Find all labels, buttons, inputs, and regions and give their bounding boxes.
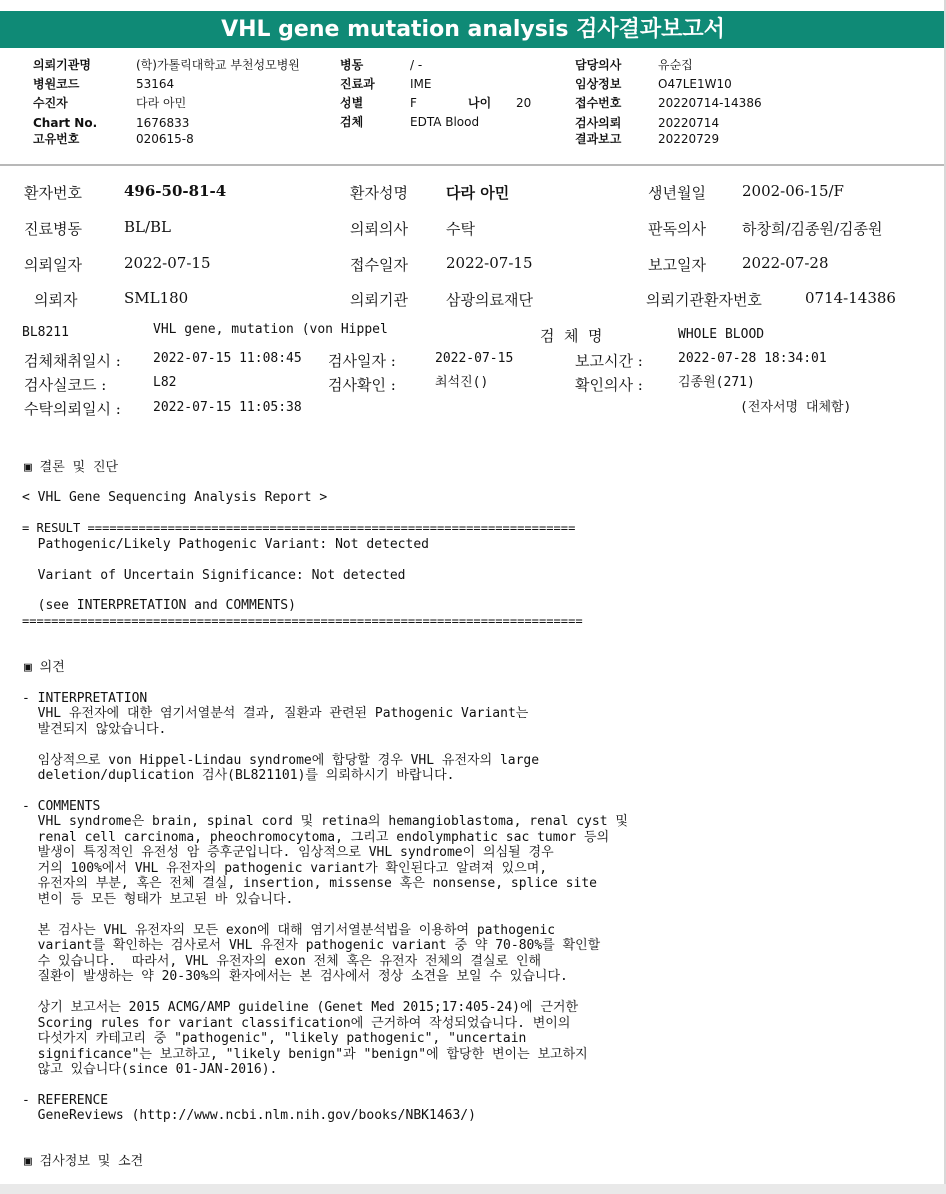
birthdate-label: 생년월일	[648, 184, 706, 202]
interpretation-line: VHL 유전자에 대한 염기서열분석 결과, 질환과 관련된 Pathogenic Variant는	[22, 706, 529, 721]
header-label: 성별	[340, 96, 364, 110]
header-value: IME	[410, 77, 432, 91]
lab-code-label: 검사실코드 :	[24, 376, 107, 394]
header-label: 진료과	[340, 77, 375, 91]
comments-line: 본 검사는 VHL 유전자의 모든 exon에 대해 염기서열분석법을 이용하여 pathogenic	[22, 922, 556, 938]
header-col2	[340, 56, 531, 132]
header-label: 담당의사	[575, 58, 622, 72]
test-code: BL8211	[22, 325, 69, 340]
header-label: 의뢰기관명	[33, 58, 91, 72]
requester-value: SML180	[124, 289, 189, 307]
org-patient-no-label: 의뢰기관환자번호	[646, 291, 762, 309]
header-value: 다라 아민	[136, 96, 187, 110]
reading-doctor-label: 판독의사	[648, 220, 706, 238]
comments-line: 변이 등 모든 형태가 보고된 바 있습니다.	[22, 891, 294, 907]
test-confirm-label: 검사확인 :	[328, 376, 396, 394]
comments-line: 상기 보고서는 2015 ACMG/AMP guideline (Genet Med 2015;17:405-24)에 근거한	[22, 1000, 579, 1015]
receipt-date-label: 접수일자	[350, 256, 408, 274]
header-label: Chart No.	[33, 116, 98, 130]
header-value: F	[410, 96, 417, 110]
comments-line: 유전자의 부분, 혹은 전체 결실, insertion, missense 혹은 nonsense, splice site	[22, 876, 597, 891]
patient-name-label: 환자성명	[350, 184, 408, 202]
interpretation-body	[22, 706, 539, 784]
header-label: 접수번호	[575, 96, 622, 110]
header-value: 20220714-14386	[658, 96, 762, 110]
result-pathogenic: Pathogenic/Likely Pathogenic Variant: Not detected	[22, 537, 429, 552]
header-col1	[33, 56, 300, 149]
section-heading-test-info: ▣ 검사정보 및 소견	[24, 1154, 144, 1169]
header-value: (학)가톨릭대학교 부천성모병원	[136, 58, 300, 72]
collect-time-value: 2022-07-15 11:08:45	[153, 351, 302, 366]
requesting-org-value: 삼광의료재단	[446, 291, 533, 309]
reference-link: GeneReviews (http://www.ncbi.nlm.nih.gov/books/NBK1463/)	[22, 1108, 476, 1123]
header-value: 유순집	[658, 58, 693, 72]
header-value: O47LE1W10	[658, 77, 732, 91]
comments-line: significance"는 보고하고, "likely benign"과 "benign"에 합당한 변이는 보고하지	[22, 1046, 588, 1062]
header-value: 53164	[136, 77, 175, 91]
comments-line: 다섯가지 카테고리 중 "pathogenic", "likely pathogenic", "uncertain	[22, 1031, 527, 1046]
comments-line: 않고 있습니다(since 01-JAN-2016).	[22, 1062, 278, 1077]
org-patient-no-value: 0714-14386	[805, 289, 896, 307]
comments-line: 수 있습니다. 따라서, VHL 유전자의 exon 전체 혹은 유전자 전체의 결실로 인해	[22, 953, 542, 969]
interpretation-line	[22, 737, 539, 753]
report-date-value: 2022-07-28	[742, 254, 829, 272]
age-value: 20	[516, 96, 532, 110]
header-label: 수진자	[33, 96, 68, 110]
requesting-org-label: 의뢰기관	[350, 291, 408, 309]
header-label: 검체	[340, 115, 364, 129]
report-date-label: 보고일자	[648, 256, 706, 274]
interpretation-line: 발견되지 않았습니다.	[22, 721, 167, 737]
consign-time-label: 수탁의뢰일시 :	[24, 400, 121, 418]
confirm-doctor-label: 확인의사 :	[575, 376, 643, 394]
header-label: 임상정보	[575, 77, 622, 91]
header-label: 검사의뢰	[575, 116, 622, 130]
requester-label: 의뢰자	[34, 291, 78, 309]
test-confirm-value: 최석진()	[435, 375, 489, 390]
request-date-label: 의뢰일자	[24, 256, 82, 274]
interpretation-line: 임상적으로 von Hippel-Lindau syndrome에 합당할 경우 VHL 유전자의 large	[22, 752, 540, 768]
patient-id-value: 496-50-81-4	[124, 182, 227, 200]
comments-line: VHL syndrome은 brain, spinal cord 및 retina의 hemangioblastoma, renal cyst 및	[22, 814, 628, 829]
ward-value: BL/BL	[124, 218, 172, 236]
patient-id-label: 환자번호	[24, 184, 82, 202]
header-value: / -	[410, 58, 423, 72]
test-date-value: 2022-07-15	[435, 351, 514, 366]
result-rule: = RESULT ===================================================================	[22, 521, 576, 535]
header-value: 20220714	[658, 116, 720, 130]
interpretation-title: - INTERPRETATION	[22, 691, 148, 706]
result-see: (see INTERPRETATION and COMMENTS)	[22, 598, 296, 613]
report-time-value: 2022-07-28 18:34:01	[678, 351, 827, 366]
header-divider	[0, 164, 946, 166]
header-value: EDTA Blood	[410, 115, 480, 129]
referring-doctor-label: 의뢰의사	[350, 220, 408, 238]
header-label: 병원코드	[33, 77, 80, 91]
lab-code-value: L82	[153, 375, 177, 390]
test-name: VHL gene, mutation (von Hippel	[153, 322, 388, 337]
report-title: VHL gene mutation analysis 검사결과보고서	[0, 11, 946, 48]
request-date-value: 2022-07-15	[124, 254, 211, 272]
section-heading-opinion: ▣ 의견	[24, 660, 65, 675]
page-bottom-bar	[0, 1184, 946, 1194]
esign-note: (전자서명 대체함)	[740, 400, 852, 415]
header-label: 결과보고	[575, 132, 622, 146]
specimen-label: 검 체 명	[540, 327, 603, 345]
comments-line: Scoring rules for variant classification에 근거하여 작성되었습니다. 변이의	[22, 1015, 571, 1031]
header-label: 고유번호	[33, 132, 80, 146]
header-value: 20220729	[658, 132, 720, 146]
comments-line: variant를 확인하는 검사로서 VHL 유전자 pathogenic variant 중 약 70-80%를 확인할	[22, 938, 601, 953]
comments-line	[22, 907, 628, 923]
comments-line	[22, 985, 628, 1001]
comments-body	[22, 814, 628, 1078]
specimen-value: WHOLE BLOOD	[678, 327, 765, 342]
test-date-label: 검사일자 :	[328, 352, 396, 370]
interpretation-line: deletion/duplication 검사(BL821101)를 의뢰하시기 바랍니다.	[22, 768, 455, 783]
header-col3	[575, 56, 762, 149]
comments-line: 발생이 특징적인 유전성 암 증후군입니다. 임상적으로 VHL syndrome이 의심될 경우	[22, 845, 554, 860]
result-vus: Variant of Uncertain Significance: Not detected	[22, 568, 406, 583]
header-value: 020615-8	[136, 132, 194, 146]
report-subtitle: < VHL Gene Sequencing Analysis Report >	[22, 490, 328, 505]
comments-line: renal cell carcinoma, pheochromocytoma, 그리고 endolymphatic sac tumor 등의	[22, 829, 610, 845]
header-label: 병동	[340, 58, 364, 72]
age-label: 나이	[468, 96, 492, 110]
report-time-label: 보고시간 :	[575, 352, 643, 370]
header-value: 1676833	[136, 116, 190, 130]
receipt-date-value: 2022-07-15	[446, 254, 533, 272]
comments-title: - COMMENTS	[22, 799, 101, 814]
reading-doctor-value: 하창희/김종원/김종원	[742, 220, 883, 238]
section-heading-conclusion: ▣ 결론 및 진단	[24, 460, 119, 475]
consign-time-value: 2022-07-15 11:05:38	[153, 400, 302, 415]
comments-line: 질환이 발생하는 약 20-30%의 환자에서는 본 검사에서 정상 소견을 보일 수 있습니다.	[22, 969, 568, 984]
referring-doctor-value: 수탁	[446, 220, 475, 238]
birthdate-value: 2002-06-15/F	[742, 182, 844, 200]
ward-label: 진료병동	[24, 220, 82, 238]
collect-time-label: 검체채취일시 :	[24, 352, 121, 370]
result-end-rule: =============================================================================	[22, 614, 583, 628]
reference-title: - REFERENCE	[22, 1093, 109, 1108]
patient-name-value: 다라 아민	[446, 184, 510, 202]
comments-line: 거의 100%에서 VHL 유전자의 pathogenic variant가 확인된다고 알려져 있으며,	[22, 860, 548, 876]
confirm-doctor-value: 김종원(271)	[678, 375, 755, 390]
